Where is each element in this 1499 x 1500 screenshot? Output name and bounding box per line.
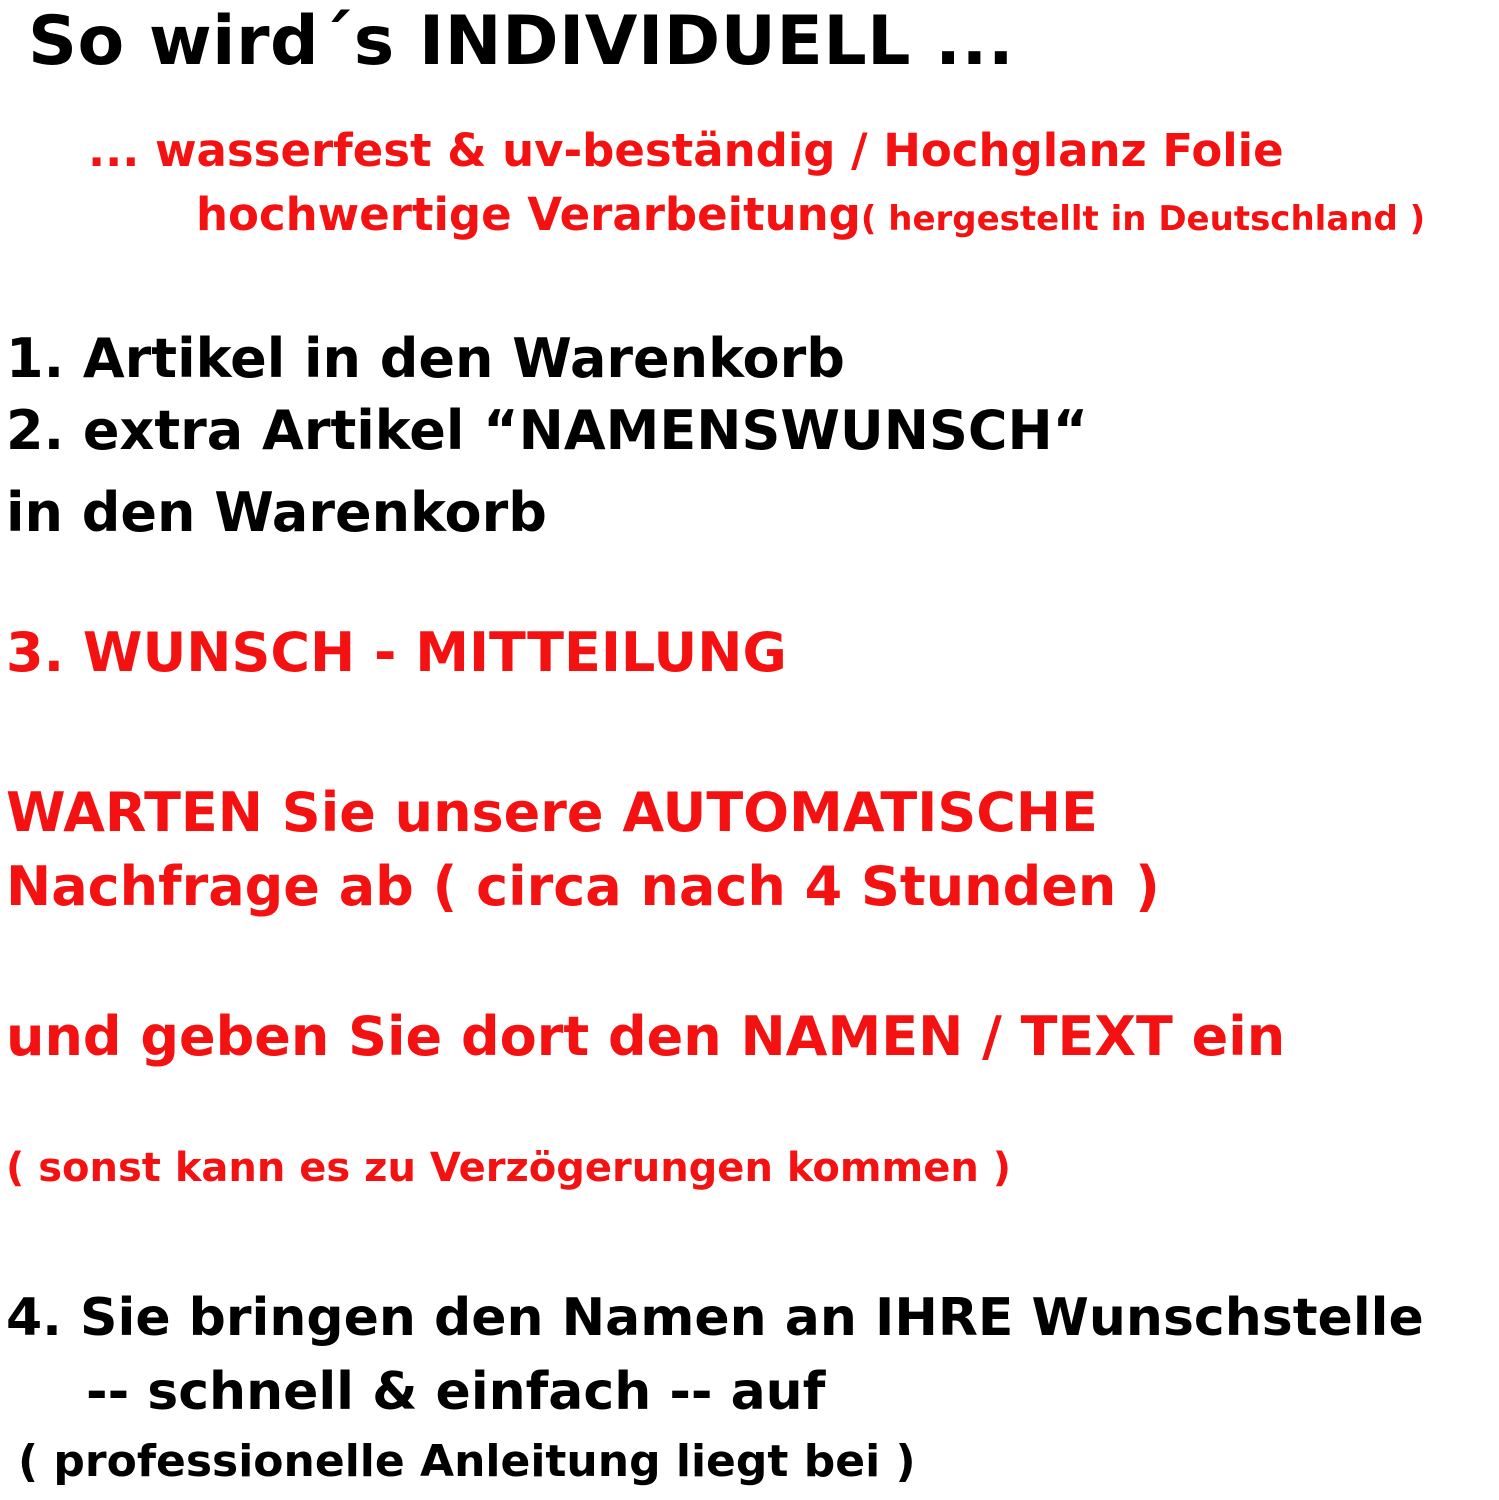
subtitle-line-2-main: hochwertige Verarbeitung	[196, 188, 861, 241]
enter-name-instruction: und geben Sie dort den NAMEN / TEXT ein	[6, 1005, 1286, 1068]
step-4-note: ( professionelle Anleitung liegt bei )	[18, 1436, 916, 1487]
step-2-text: 2. extra Artikel “NAMENSWUNSCH“	[6, 399, 1089, 462]
wait-notice-line-2: Nachfrage ab ( circa nach 4 Stunden )	[6, 855, 1160, 918]
page-title: So wird´s INDIVIDUELL ...	[28, 2, 1015, 81]
step-4-text: 4. Sie bringen den Namen an IHRE Wunschstelle	[6, 1288, 1424, 1348]
delay-warning-note: ( sonst kann es zu Verzögerungen kommen )	[6, 1145, 1012, 1191]
step-4-continuation: -- schnell & einfach -- auf	[86, 1362, 826, 1422]
subtitle-line-1: ... wasserfest & uv-beständig / Hochglanz Folie	[88, 124, 1284, 177]
step-3-text: 3. WUNSCH - MITTEILUNG	[6, 621, 787, 684]
wait-notice-line-1: WARTEN Sie unsere AUTOMATISCHE	[6, 781, 1098, 844]
step-2-continuation: in den Warenkorb	[6, 481, 547, 544]
subtitle-line-2	[196, 188, 1426, 241]
subtitle-line-2-parenthetical: ( hergestellt in Deutschland )	[860, 199, 1426, 239]
step-1-text: 1. Artikel in den Warenkorb	[6, 327, 845, 390]
